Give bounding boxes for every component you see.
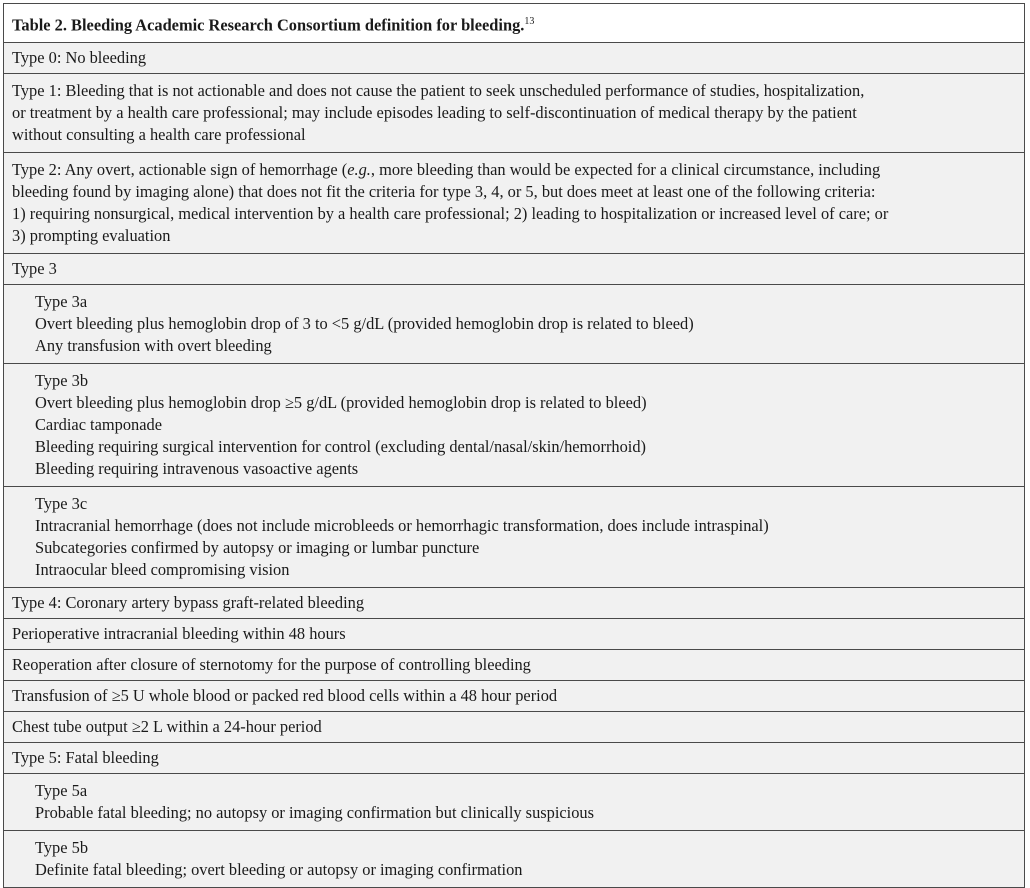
row-chest-tube — [4, 712, 1024, 743]
type-3c-line: Intracranial hemorrhage (does not include microbleeds or hemorrhagic transformation, does include intraspinal) — [35, 516, 769, 536]
type-3b-line: Bleeding requiring surgical intervention for control (excluding dental/nasal/skin/hemorrhoid) — [35, 437, 646, 457]
row-type-3c — [4, 487, 1024, 588]
type-2-eg: e.g. — [347, 160, 371, 180]
row-perioperative — [4, 619, 1024, 650]
type-5a-line: Type 5a — [35, 781, 88, 801]
row-type-5b — [4, 831, 1024, 887]
type-0-text: Type 0: No bleeding — [12, 48, 147, 68]
caption-title: Table 2. Bleeding Academic Research Consortium definition for bleeding. — [12, 15, 525, 35]
type-1-line: or treatment by a health care professional; may include episodes leading to self-discontinuation of medical therapy by the patient — [12, 103, 857, 123]
type-5-text: Type 5: Fatal bleeding — [12, 748, 159, 768]
type-3c-line: Intraocular bleed compromising vision — [35, 560, 290, 580]
type-4-text: Type 4: Coronary artery bypass graft-related bleeding — [12, 593, 365, 613]
type-3a-line: Type 3a — [35, 292, 88, 312]
type-2-rest: , more bleeding than would be expected for a clinical circumstance, including — [370, 160, 881, 180]
row-type-0 — [4, 43, 1024, 74]
type-5b-line: Type 5b — [35, 838, 89, 858]
row-reoperation — [4, 650, 1024, 681]
type-2-line: 1) requiring nonsurgical, medical intervention by a health care professional; 2) leading to hospitalization or increased level of care; or — [12, 204, 889, 224]
type-3c-line: Subcategories confirmed by autopsy or imaging or lumbar puncture — [35, 538, 480, 558]
type-3-text: Type 3 — [12, 259, 57, 279]
row-type-5 — [4, 743, 1024, 774]
type-2-line — [12, 159, 1016, 181]
type-5a-line: Probable fatal bleeding; no autopsy or imaging confirmation but clinically suspicious — [35, 803, 594, 823]
perioperative-text: Perioperative intracranial bleeding within 48 hours — [12, 624, 346, 644]
transfusion-text: Transfusion of ≥5 U whole blood or packed red blood cells within a 48 hour period — [12, 686, 558, 706]
type-3a-line: Overt bleeding plus hemoglobin drop of 3 to <5 g/dL (provided hemoglobin drop is related to bleed) — [35, 314, 694, 334]
type-5b-line: Definite fatal bleeding; overt bleeding or autopsy or imaging confirmation — [35, 860, 523, 880]
row-type-1 — [4, 74, 1024, 153]
row-type-4 — [4, 588, 1024, 619]
type-3b-line: Cardiac tamponade — [35, 415, 162, 435]
chest-tube-text: Chest tube output ≥2 L within a 24-hour period — [12, 717, 322, 737]
bleeding-definition-table — [3, 3, 1025, 888]
row-type-3 — [4, 254, 1024, 285]
row-type-3a — [4, 285, 1024, 364]
row-type-5a — [4, 774, 1024, 831]
reoperation-text: Reoperation after closure of sternotomy for the purpose of controlling bleeding — [12, 655, 531, 675]
type-3b-line: Type 3b — [35, 371, 89, 391]
type-1-line: Type 1: Bleeding that is not actionable and does not cause the patient to seek unscheduled performance of studies, hospitalization, — [12, 81, 865, 101]
type-1-line: without consulting a health care professional — [12, 125, 306, 145]
type-3c-line: Type 3c — [35, 494, 88, 514]
type-2-line: 3) prompting evaluation — [12, 226, 171, 246]
row-type-2 — [4, 153, 1024, 254]
row-type-3b — [4, 364, 1024, 487]
table-caption — [4, 4, 1024, 43]
type-2-line: bleeding found by imaging alone) that does not fit the criteria for type 3, 4, or 5, but does meet at least one of the following criteria: — [12, 182, 876, 202]
row-transfusion — [4, 681, 1024, 712]
type-3b-line: Bleeding requiring intravenous vasoactive agents — [35, 459, 359, 479]
type-3b-line: Overt bleeding plus hemoglobin drop ≥5 g/dL (provided hemoglobin drop is related to bleed) — [35, 393, 647, 413]
type-2-prefix: Type 2: Any overt, actionable sign of hemorrhage ( — [12, 160, 348, 180]
caption-reference: 13 — [524, 16, 535, 27]
type-3a-line: Any transfusion with overt bleeding — [35, 336, 272, 356]
